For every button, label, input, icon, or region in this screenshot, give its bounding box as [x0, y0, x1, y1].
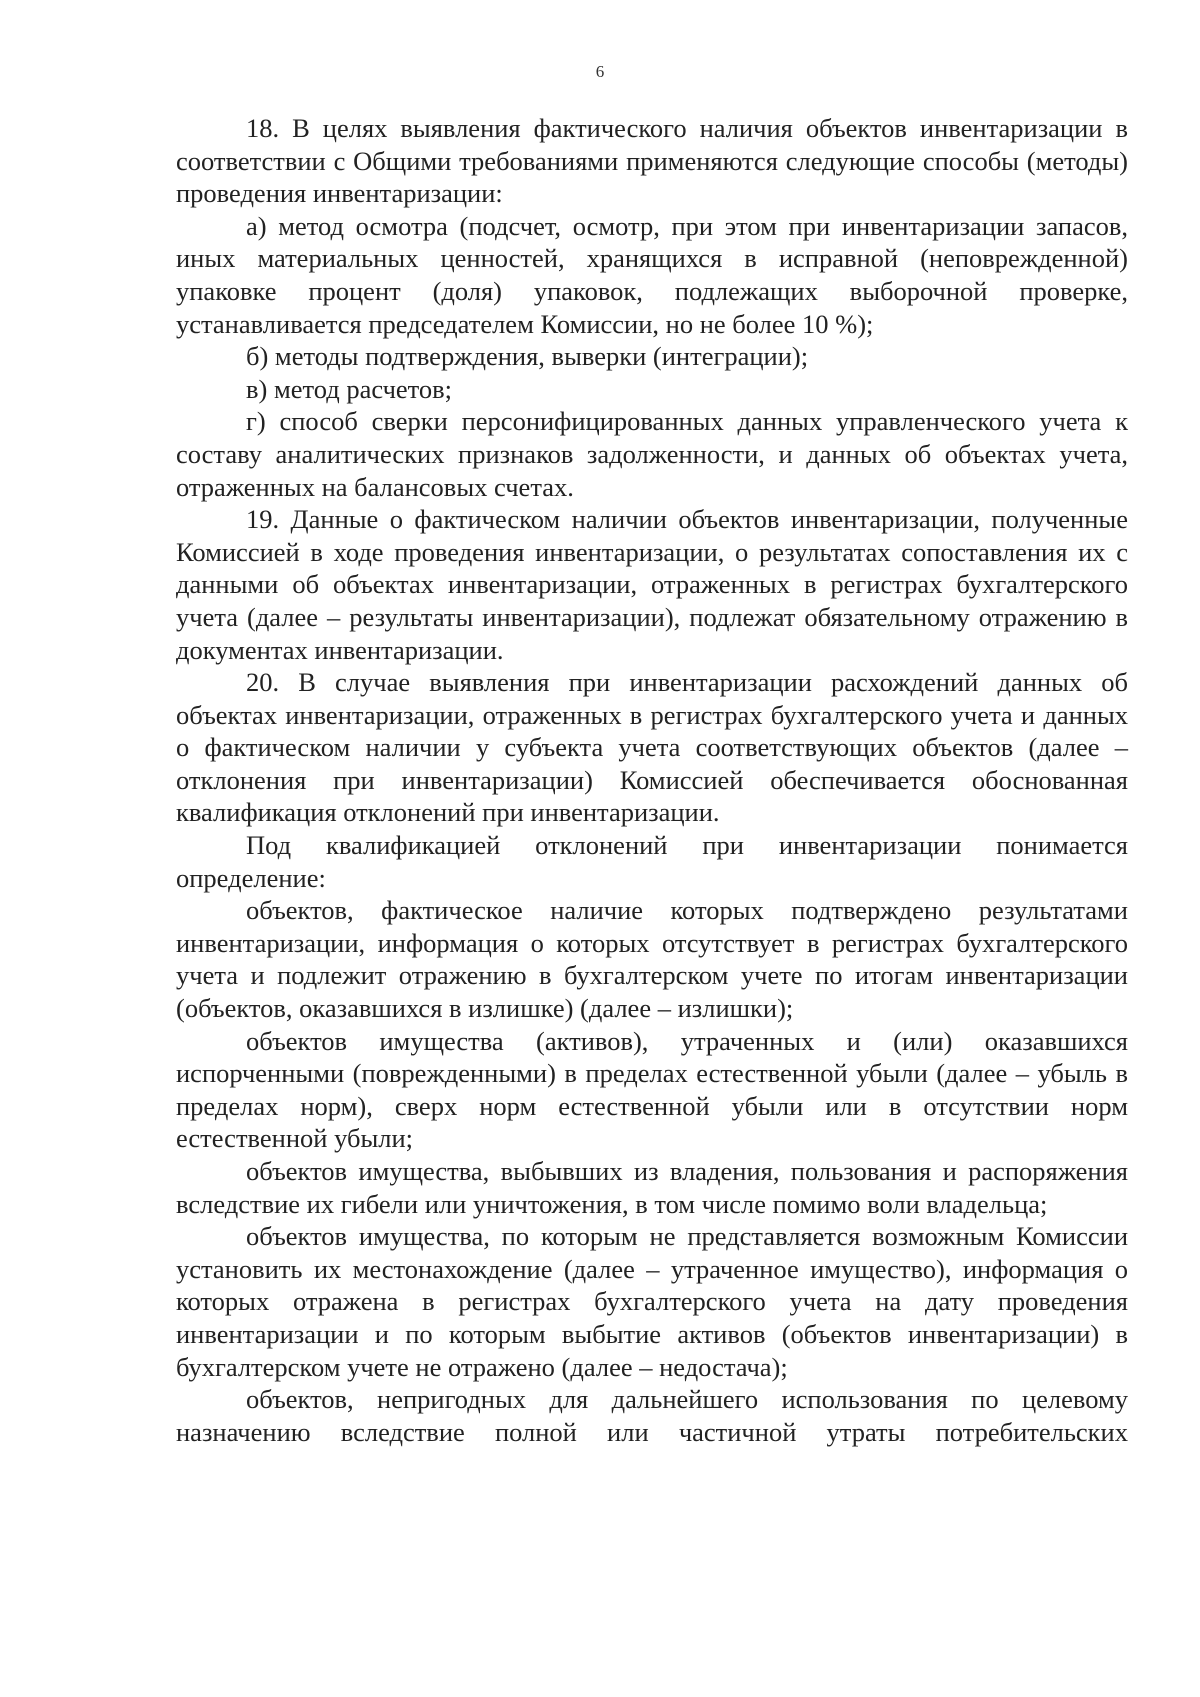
list-item-shortage: объектов имущества, по которым не представляется возможным Комиссии установить их местонахождение (далее – утраченное имущество), информация о которых отражена в регистрах бухгалтерского учета на дату проведения инвентаризации и по которым выбытие активов (объектов инвентаризации) в бухгалтерском учете не отражено (далее – недостача); [176, 1221, 1128, 1382]
list-item-a: а) метод осмотра (подсчет, осмотр, при этом при инвентаризации запасов, иных материальных ценностей, хранящихся в исправной (неповрежденной) упаковке процент (доля) упаковок, подлежащих выборочной проверке, устанавливается председателем Комиссии, но не более 10 %); [176, 210, 1128, 339]
list-item-v: в) метод расчетов; [246, 373, 453, 404]
list-item-unusable: объектов, непригодных для дальнейшего использования по целевому назначению вследствие полной или частичной утраты потребительских [176, 1384, 1128, 1447]
list-item-disposed: объектов имущества, выбывших из владения, пользования и распоряжения вследствие их гибели или уничтожения, в том числе помимо воли владельца; [176, 1156, 1128, 1219]
list-item-g: г) способ сверки персонифицированных данных управленческого учета к составу аналитических признаков задолженности, и данных об объектах учета, отраженных на балансовых счетах. [176, 406, 1128, 502]
paragraph-20: 20. В случае выявления при инвентаризации расхождений данных об объектах инвентаризации, отраженных в регистрах бухгалтерского учета и данных о фактическом наличии у субъекта учета соответствующих объектов (далее – отклонения при инвентаризации) Комиссией обеспечивается обоснованная квалификация отклонений при инвентаризации. [176, 667, 1128, 828]
list-item-surplus: объектов, фактическое наличие которых подтверждено результатами инвентаризации, информация о которых отсутствует в регистрах бухгалтерского учета и подлежит отражению в бухгалтерском учете по итогам инвентаризации (объектов, оказавшихся в излишке) (далее – излишки); [176, 895, 1128, 1024]
qualification-definition: Под квалификацией отклонений при инвентаризации понимается определение: [176, 830, 1128, 893]
paragraph-19: 19. Данные о фактическом наличии объектов инвентаризации, полученные Комиссией в ходе проведения инвентаризации, о результатах сопоставления их с данными об объектах инвентаризации, отраженных в регистрах бухгалтерского учета (далее – результаты инвентаризации), подлежат обязательному отражению в документах инвентаризации. [176, 504, 1128, 665]
page-number: 6 [595, 62, 605, 81]
list-item-b: б) методы подтверждения, выверки (интеграции); [246, 341, 809, 372]
list-item-loss-within-norms: объектов имущества (активов), утраченных и (или) оказавшихся испорченными (поврежденными) в пределах естественной убыли (далее – убыль в пределах норм), сверх норм естественной убыли или в отсутствии норм естественной убыли; [176, 1025, 1128, 1154]
document-body [176, 112, 1128, 1448]
paragraph-18: 18. В целях выявления фактического наличия объектов инвентаризации в соответствии с Общими требованиями применяются следующие способы (методы) проведения инвентаризации: [176, 113, 1128, 209]
